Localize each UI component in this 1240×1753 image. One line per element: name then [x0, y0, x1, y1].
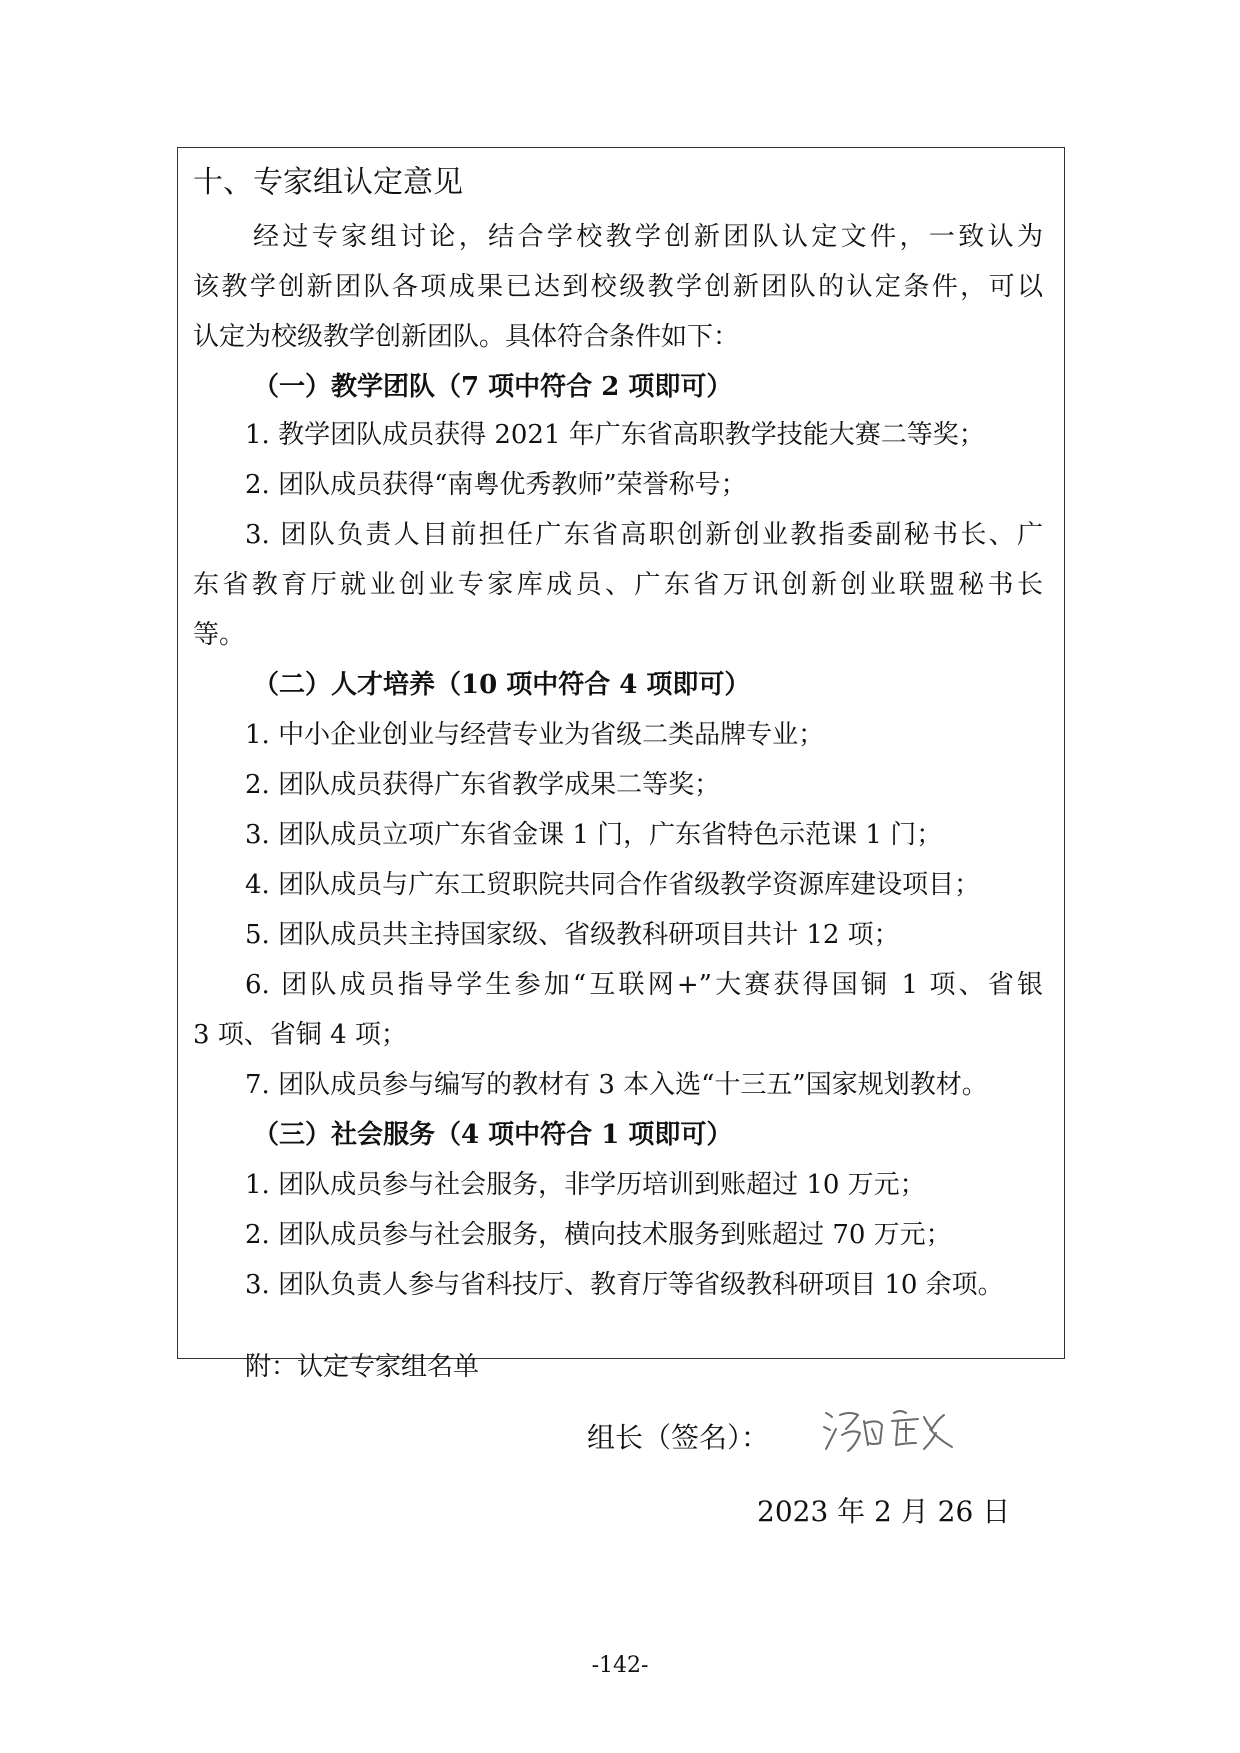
- group2-item-cont: 3 项、省铜 4 项；: [193, 1020, 407, 1050]
- group1-item: 2. 团队成员获得“南粤优秀教师”荣誉称号；: [245, 470, 747, 500]
- page-number: -142-: [591, 1653, 649, 1678]
- group2-item: 6. 团队成员指导学生参加“互联网+”大赛获得国铜 1 项、省银: [245, 970, 1043, 1000]
- group1-item-cont: 东省教育厅就业创业专家库成员、广东省万讯创新创业联盟秘书长: [193, 570, 1043, 600]
- intro-line-2: 该教学创新团队各项成果已达到校级教学创新团队的认定条件，可以: [193, 272, 1043, 302]
- handwritten-signature: [820, 1399, 980, 1459]
- group2-item: 4. 团队成员与广东工贸职院共同合作省级教学资源库建设项目；: [245, 870, 981, 900]
- group1-heading: （一）教学团队（7 项中符合 2 项即可）: [253, 372, 733, 402]
- group2-item: 7. 团队成员参与编写的教材有 3 本入选“十三五”国家规划教材。: [245, 1070, 988, 1100]
- group3-heading: （三）社会服务（4 项中符合 1 项即可）: [253, 1120, 733, 1150]
- group3-item: 3. 团队负责人参与省科技厅、教育厅等省级教科研项目 10 余项。: [245, 1270, 1004, 1300]
- attachment-note: 附：认定专家组名单: [245, 1352, 480, 1382]
- group1-item: 3. 团队负责人目前担任广东省高职创新创业教指委副秘书长、广: [245, 520, 1043, 550]
- intro-line-3: 认定为校级教学创新团队。具体符合条件如下：: [193, 322, 740, 352]
- group1-item-cont: 等。: [193, 620, 246, 650]
- date: 2023 年 2 月 26 日: [757, 1495, 1011, 1528]
- group2-item: 2. 团队成员获得广东省教学成果二等奖；: [245, 770, 721, 800]
- group3-item: 1. 团队成员参与社会服务，非学历培训到账超过 10 万元；: [245, 1170, 926, 1200]
- group2-item: 1. 中小企业创业与经营专业为省级二类品牌专业；: [245, 720, 825, 750]
- group2-item: 3. 团队成员立项广东省金课 1 门，广东省特色示范课 1 门；: [245, 820, 943, 850]
- signature-label: 组长（签名）：: [587, 1421, 770, 1454]
- intro-line-1: 经过专家组讨论，结合学校教学创新团队认定文件，一致认为: [253, 222, 1043, 252]
- group2-item: 5. 团队成员共主持国家级、省级教科研项目共计 12 项；: [245, 920, 900, 950]
- section-title: 十、专家组认定意见: [193, 165, 463, 200]
- group3-item: 2. 团队成员参与社会服务，横向技术服务到账超过 70 万元；: [245, 1220, 952, 1250]
- group2-heading: （二）人才培养（10 项中符合 4 项即可）: [253, 670, 751, 700]
- group1-item: 1. 教学团队成员获得 2021 年广东省高职教学技能大赛二等奖；: [245, 420, 985, 450]
